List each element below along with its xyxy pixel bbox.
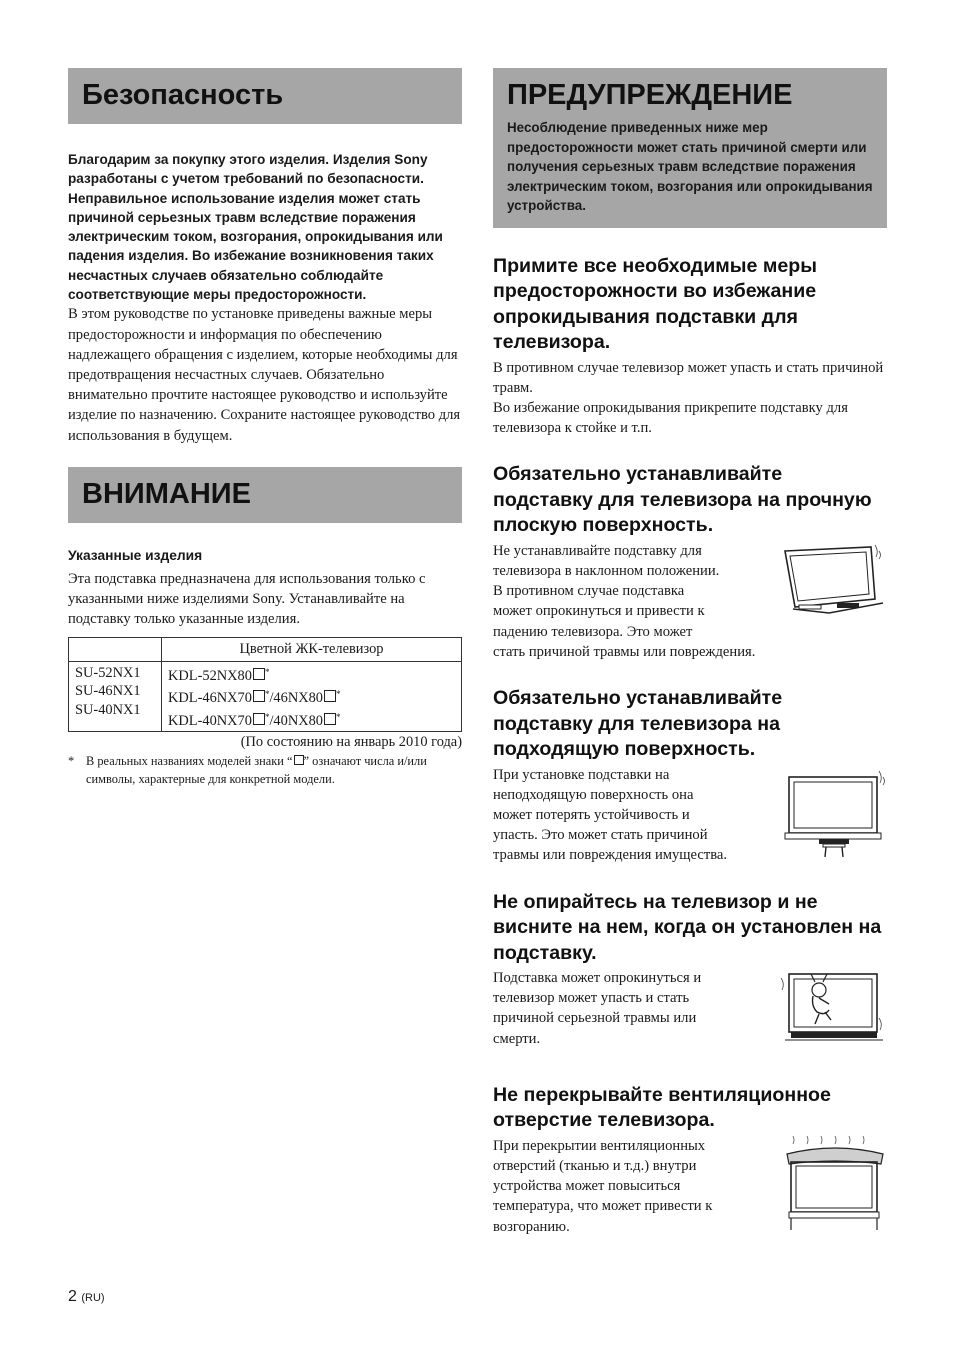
section-flat-surface [493,462,887,662]
tv-model-line [168,708,455,731]
section-body: Не устанавливайте подставку для телевизора в наклонном положении. В противном случае подставка может опрокинуться и привести к падению телевизора. Это может стать причиной травмы или повреждения. [493,542,756,660]
section-title: Не опирайтесь на телевизор и не висните на нем, когда он установлен на подставку. [493,890,882,964]
placeholder-box-icon [253,713,265,725]
tv-model-line [168,663,455,686]
table-row [69,638,462,662]
footnote-mark: * [68,754,75,769]
section-body: При установке подставки на неподходящую поверхность она может потерять устойчивость и упасть. Это может стать причиной травмы или повреждения имущества. [493,766,728,864]
safety-title: Безопасность [82,79,284,111]
asterisk-mark: * [264,666,270,677]
products-heading: Указанные изделия [68,547,203,563]
placeholder-box-icon [253,690,265,702]
section-title: Не перекрывайте вентиляционное отверстие телевизора. [493,1083,831,1132]
tv-model: /40NX80 [269,712,324,729]
tv-model: KDL-52NX80 [168,667,252,684]
asterisk-mark: * [264,689,270,700]
tv-on-small-table-illustration-icon [779,765,887,857]
section-body-with-figure [493,765,887,866]
table-row [69,661,462,732]
covered-tv-illustration-icon [779,1136,887,1232]
left-column [68,68,462,788]
table-cell-empty [69,638,162,662]
asterisk-mark: * [264,711,270,722]
stand-model: SU-46NX1 [75,683,141,700]
section-body: В противном случае телевизор может упасть и стать причиной травм. [493,359,884,396]
footnote [68,752,462,788]
tv-model-line [168,685,455,708]
child-hanging-on-tv-illustration-icon [779,968,887,1052]
page-number [68,1288,105,1306]
section-body-with-figure [493,541,887,662]
section-body: Подставка может опрокинуться и телевизор может упасть и стать причиной серьезной травмы или смерти. [493,970,702,1047]
placeholder-box-icon [324,690,336,702]
tv-model: KDL-46NX70 [168,690,252,707]
warning-text: Несоблюдение приведенных ниже мер предосторожности может стать причиной смерти или получения серьезных травм вследствие поражения электрическим током, возгорания или опрокидывания устройства. [507,120,873,213]
tv-model: /46NX80 [269,690,324,707]
section-body-with-figure [493,968,887,1049]
stand-models-cell [69,661,162,732]
table-header-cell: Цветной ЖК-телевизор [162,638,462,662]
section-title: Примите все необходимые меры предосторожности во избежание опрокидывания подставки для телевизора. [493,254,817,353]
placeholder-box-icon [253,668,265,680]
section-body-with-figure [493,1136,887,1237]
footnote-text: В реальных названиях моделей знаки “ ” означают числа и/или символы, характерные для конкретной модели. [86,754,427,787]
section-do-not-lean [493,890,887,1049]
stand-model: SU-52NX1 [75,664,141,681]
section-tip-over [493,254,887,439]
warning-header [493,68,887,228]
tv-model: KDL-40NX70 [168,712,252,729]
intro-bold-text: Благодарим за покупку этого изделия. Изделия Sony разработаны с учетом требований по безопасности. Неправильное использование изделия может стать причиной серьезных травм вследствие поражения электрическим током, возгорания, опрокидывания или падения изделия. Во избежание возникновения таких несчастных случаев обязательно соблюдайте соответствующие меры предосторожности. [68,152,443,303]
as-of-date: (По состоянию на январь 2010 года) [240,734,462,751]
stand-model: SU-40NX1 [75,701,141,718]
placeholder-box-icon [324,713,336,725]
asterisk-mark: * [336,689,341,700]
intro-body-text: В этом руководстве по установке приведены важные меры предосторожности и информация по обеспечению надлежащего обращения с изделием, которые необходимы для предотвращения несчастных случаев. Обязательно внимательно прочтите настоящее руководство и используйте изделие по назначению. Сохраните настоящее руководство для использования в будущем. [68,306,461,444]
section-title: Обязательно устанавливайте подставку для телевизора на прочную плоскую поверхность. [493,463,872,537]
section-suitable-surface [493,686,887,866]
right-column [493,68,887,1237]
models-table [68,637,462,732]
page-language: (RU) [81,1292,105,1304]
tv-models-cell [162,661,462,732]
section-ventilation [493,1083,887,1237]
section-title: Обязательно устанавливайте подставку для телевизора на подходящую поверхность. [493,687,783,761]
safety-header [68,68,462,124]
asterisk-mark: * [336,711,341,722]
section-body: Во избежание опрокидывания прикрепите подставку для телевизора к стойке и т.п. [493,399,848,437]
section-body: При перекрытии вентиляционных отверстий (тканью и т.д.) внутри устройства может повыситься температура, что может привести к возгоранию. [493,1137,713,1235]
page-number-value: 2 [68,1288,77,1305]
products-body: Эта подставка предназначена для использования только с указанными ниже изделиями Sony. Устанавливайте на подставку только указанные изделия. [68,570,426,628]
tilted-tv-illustration-icon [779,541,887,619]
attention-header [68,467,462,523]
attention-title: ВНИМАНИЕ [82,477,251,510]
placeholder-box-icon [294,755,304,765]
warning-title: ПРЕДУПРЕЖДЕНИЕ [507,79,793,111]
